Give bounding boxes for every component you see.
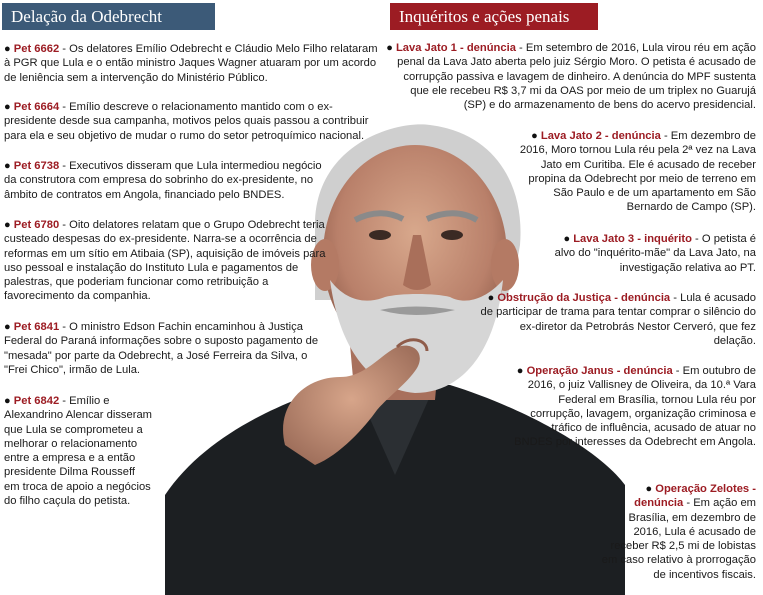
item-title: Lava Jato 3 - inquérito <box>573 233 692 245</box>
item-title: Lava Jato 1 - denúncia <box>395 42 516 54</box>
right-section-header: Inquéritos e ações penais <box>390 3 598 30</box>
bullet-icon: ● <box>4 219 11 231</box>
item-title: Pet 6780 <box>13 219 60 231</box>
item-text: - Os delatores Emílio Odebrecht e Cláudio Melo Filho relataram à PGR que Lula e o então ministro Jaques Wagner atuaram por um acordo de leniência sem a intervenção do Ministério Público. <box>4 43 378 84</box>
item-text: - Emílio e Alexandrino Alencar disseram que Lula se comprometeu a melhorar o relacionamento entre a empresa e a então presidente Dilma Rousseff em troca de apoio a negócios do filho caçula do petista. <box>4 395 152 508</box>
item-title: Operação Zelotes - denúncia <box>634 483 756 510</box>
item-title: Lava Jato 2 - denúncia <box>540 130 661 142</box>
item-text: - Em dezembro de 2016, Moro tornou Lula réu pela 2ª vez na Lava Jato em Curitiba. Ele é acusado de receber propina da Odebrecht por meio de terreno em São Paulo e de um apartamento em São Bernardo de Campo (SP). <box>519 130 756 214</box>
right-item-zelotes <box>600 482 756 582</box>
right-item-obstrucao <box>480 291 756 348</box>
bullet-icon: ● <box>4 101 11 113</box>
item-title: Pet 6842 <box>13 395 60 407</box>
bullet-icon: ● <box>4 43 11 55</box>
left-item-pet-6841 <box>4 320 322 377</box>
bullet-icon: ● <box>516 365 524 377</box>
item-title: Obstrução da Justiça - denúncia <box>497 292 671 304</box>
item-text: - Oito delatores relatam que o Grupo Odebrecht teria custeado despesas do ex-presidente. Narra-se a ocorrência de reformas em um sítio em Atibaia (SP), aquisição de imóveis para uso pessoal e instalação do Instituto Lula e pagamentos de palestras, que poderiam funcionar como retribuição a favorecimento da companhia. <box>4 219 326 303</box>
bullet-icon: ● <box>487 292 495 304</box>
bullet-icon: ● <box>563 233 571 245</box>
item-text: - O ministro Edson Fachin encaminhou à Justiça Federal do Paraná informações sobre o suposto pagamento de "mesada" por parte da Odebrecht, a José Ferreira da Silva, o "Frei Chico", irmão de Lula. <box>4 321 319 376</box>
left-item-pet-6780 <box>4 218 326 304</box>
bullet-icon: ● <box>4 395 11 407</box>
item-text: - Emílio descreve o relacionamento mantido com o ex-presidente desde sua campanha, motivos pelos quais passou a contribuir para ela e seu objetivo de mudar o rumo do setor petroquímico nacional. <box>4 101 369 142</box>
item-text: - Executivos disseram que Lula intermediou negócio da construtora com empresa do sobrinho do ex-presidente, no âmbito de contratos em Angola, financiado pelo BNDES. <box>4 160 322 201</box>
item-text: - Em setembro de 2016, Lula virou réu em ação penal da Lava Jato aberta pelo juiz Sérgio Moro. O petista é acusado de corrupção passiva e lavagem de dinheiro. A denúncia do MPF sustenta que ele recebeu R$ 3,7 mi da OAS por meio de um triplex no Guarujá (SP) e do armazenamento de bens do acervo presidencial. <box>397 42 756 112</box>
right-item-lava-jato-3 <box>540 232 756 275</box>
left-item-pet-6842 <box>4 394 152 508</box>
item-title: Pet 6738 <box>13 160 60 172</box>
bullet-icon: ● <box>386 42 393 54</box>
left-item-pet-6738 <box>4 159 326 202</box>
item-text: - Em outubro de 2016, o juiz Vallisney de Oliveira, da 10.ª Vara Federal em Brasília, tornou Lula réu por corrupção, lavagem, organização criminosa e tráfico de influência, acusado de atuar no BNDES por interesses da Odebrecht em Angola. <box>514 365 756 449</box>
right-item-lava-jato-2 <box>510 129 756 215</box>
item-text: - Em ação em Brasília, em dezembro de 2016, Lula é acusado de receber R$ 2,5 mi de lobistas em caso relativo à prorrogação de incentivos fiscais. <box>601 497 756 581</box>
right-item-lava-jato-1 <box>386 41 756 112</box>
item-text: - O petista é alvo do "inquérito-mãe" da Lava Jato, na investigação relativa ao PT. <box>554 233 756 274</box>
bullet-icon: ● <box>4 321 11 333</box>
item-text: - Lula é acusado de participar de trama para tentar comprar o silêncio do ex-diretor da Petrobrás Nestor Cerveró, que fez delação. <box>480 292 756 347</box>
left-item-pet-6662 <box>4 42 379 85</box>
item-title: Pet 6664 <box>13 101 60 113</box>
item-title: Pet 6841 <box>13 321 60 333</box>
item-title: Operação Janus - denúncia <box>526 365 673 377</box>
left-section-header: Delação da Odebrecht <box>2 3 215 30</box>
bullet-icon: ● <box>531 130 538 142</box>
bullet-icon: ● <box>645 483 653 495</box>
item-title: Pet 6662 <box>13 43 60 55</box>
bullet-icon: ● <box>4 160 11 172</box>
right-item-janus <box>510 364 756 450</box>
left-item-pet-6664 <box>4 100 379 143</box>
